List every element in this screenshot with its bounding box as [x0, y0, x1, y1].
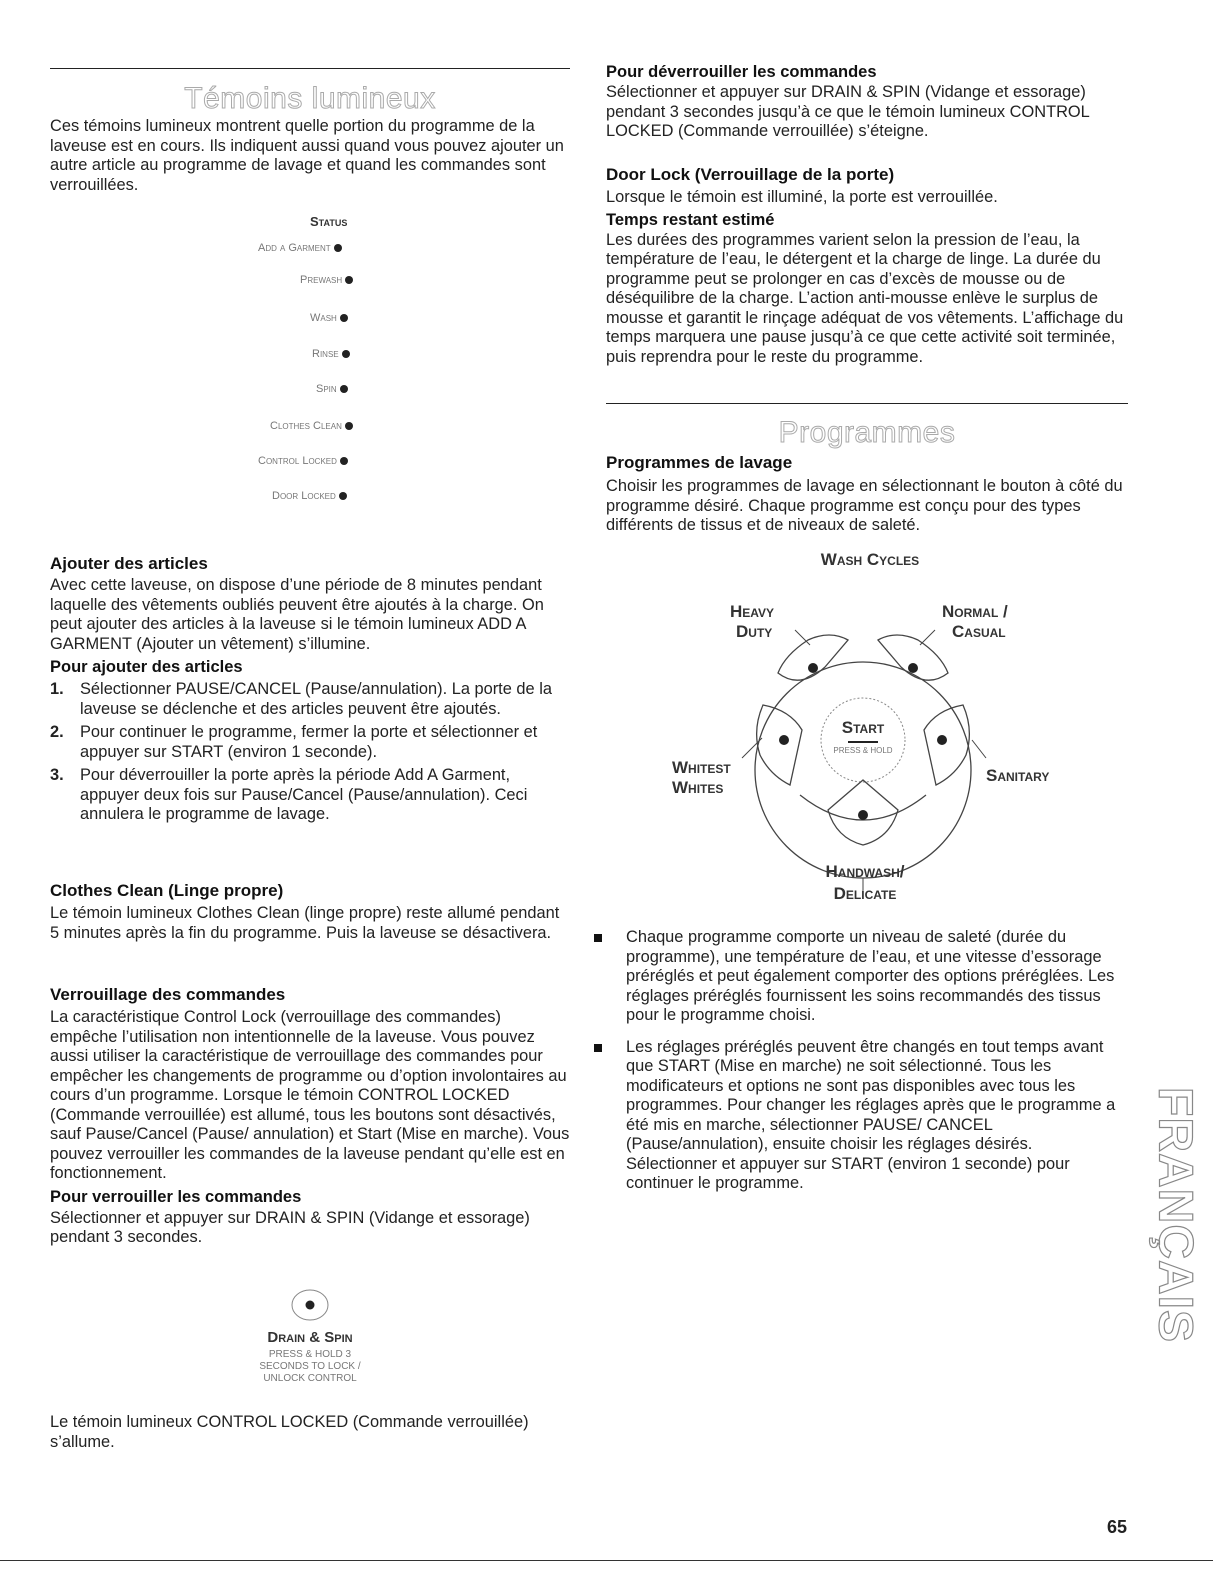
step-number: 2.	[50, 723, 64, 741]
status-label: Add a Garment	[258, 242, 331, 254]
indicator-light-icon	[340, 314, 348, 322]
bullet-text: Chaque programme comporte un niveau de saleté (durée du programme), une température de l’eau, et une vitesse d’essorage préréglés et peut également comporter des options préréglées. Les réglages préréglés fournissent les soins recommandés des tissus pour le programme choisi.	[626, 928, 1115, 1024]
programs-section-title: Programmes	[778, 416, 956, 449]
wash-cycle-dial-figure	[672, 550, 1100, 920]
status-label: Rinse	[312, 348, 339, 360]
sanitary-label: Sanitary	[986, 766, 1050, 785]
drain-spin-button-graphic	[240, 1285, 380, 1395]
square-bullet-icon	[594, 1044, 602, 1052]
indicators-intro: Ces témoins lumineux montrent quelle portion du programme de la laveuse est en cours. Ils indiquent aussi quand vous pouvez ajouter un autre article au programme de lavage et quand les commandes sont verrouillées.	[50, 117, 564, 194]
status-row-prewash	[300, 274, 353, 286]
status-row-rinse	[312, 348, 350, 360]
unlock-section	[606, 62, 1128, 142]
indicator-light-icon	[339, 492, 347, 500]
square-bullet-icon	[594, 934, 602, 942]
bullet-text: Les réglages préréglés peuvent être changés en tout temps avant que START (Mise en marche) ne soit sélectionné. Tous les modificateurs et options ne sont pas disponibles avec tous les programmes. Pour changer les réglages après que le programme a été mis en marche, sélectionner PAUSE/ CANCEL (Pause/annulation), ensuite choisir les réglages désirés. Sélectionner et appuyer sur START (environ 1 seconde) pour continuer le programme.	[626, 1037, 1116, 1192]
control-lock-text: La caractéristique Control Lock (verrouillage des commandes) empêche l’utilisation non intentionnelle de la laveuse. Vous pouvez aussi utiliser la caractéristique de verrouillage des commandes pour empêcher les changements de programme ou d’option involontaires au cours d’un programme. Lorsque le témoin CONTROL LOCKED (Commande verrouillée) est allumé, tous les boutons sont désactivés, sauf Pause/Cancel (Pause/ annulation) et Start (Mise en marche). Vous pouvez verrouiller les commandes de la laveuse pendant qu’elle est en fonctionnement.	[50, 1008, 570, 1182]
handwash-delicate-label-2: Delicate	[833, 884, 897, 903]
cycle-notes-list	[594, 928, 1128, 1206]
indicator-light-icon	[340, 457, 348, 465]
add-items-section	[50, 553, 570, 829]
clothes-clean-section	[50, 880, 570, 943]
status-row-control-locked	[258, 455, 348, 467]
wash-cycles-heading: Wash Cycles	[820, 550, 920, 569]
lock-heading: Pour verrouiller les commandes	[50, 1187, 302, 1206]
drain-spin-sub2: SECONDS TO LOCK /	[259, 1361, 361, 1372]
indicator-light-icon	[345, 276, 353, 284]
drain-spin-label: Drain & Spin	[267, 1329, 353, 1346]
wash-programs-text: Choisir les programmes de lavage en sélectionnant le bouton à côté du programme désiré. Chaque programme est conçu pour des types différents de tissus et de niveaux de saleté.	[606, 477, 1123, 534]
unlock-heading: Pour déverrouiller les commandes	[606, 63, 877, 81]
status-label: Spin	[316, 383, 337, 395]
normal-casual-label-2: Casual	[952, 622, 1006, 641]
unlock-text: Sélectionner et appuyer sur DRAIN & SPIN (Vidange et essorage) pendant 3 secondes jusqu’à ce que le témoin lumineux CONTROL LOCKED (Commande verrouillée) s’éteigne.	[606, 83, 1090, 140]
control-locked-text: Le témoin lumineux CONTROL LOCKED (Commande verrouillée) s’allume.	[50, 1413, 529, 1451]
lock-text: Sélectionner et appuyer sur DRAIN & SPIN (Vidange et essorage) pendant 3 secondes.	[50, 1208, 530, 1246]
door-lock-heading: Door Lock (Verrouillage de la porte)	[606, 165, 895, 184]
list-item	[50, 766, 570, 825]
indicators-section-title: Témoins lumineux	[184, 82, 436, 115]
status-row-clothes-clean	[270, 420, 353, 432]
whitest-whites-label-1: Whitest	[672, 758, 731, 777]
language-tab-label: FRANÇAIS	[1148, 1087, 1202, 1343]
status-row-wash	[310, 312, 348, 324]
status-row-spin	[316, 383, 348, 395]
top-rule-right	[606, 403, 1128, 404]
normal-casual-label-1: Normal /	[942, 602, 1008, 621]
start-button-label: Start	[841, 718, 885, 737]
drain-spin-sub3: UNLOCK CONTROL	[263, 1373, 357, 1384]
step-text: Pour continuer le programme, fermer la porte et sélectionner et appuyer sur START (environ 1 seconde).	[80, 723, 538, 761]
step-number: 3.	[50, 766, 64, 784]
time-remaining-text: Les durées des programmes varient selon la pression de l’eau, la température de l’eau, le détergent et la charge de linge. La durée du programme peut se prolonger en cas d’excès de mousse ou de déséquilibre de la charge. L’action anti-mousse enlève le surplus de mousse et garantit le rinçage adéquat de vos vêtements. L’affichage du temps marquera une pause jusqu’à ce que cette activité soit terminée, puis reprendra pour le reste du programme.	[606, 230, 1124, 366]
indicator-light-icon	[334, 244, 342, 252]
status-label: Wash	[310, 312, 337, 324]
control-lock-heading: Verrouillage des commandes	[50, 985, 286, 1004]
language-side-tab	[1150, 1080, 1200, 1350]
heavy-duty-label-2: Duty	[736, 622, 773, 641]
status-heading: Status	[310, 214, 348, 229]
status-label: Door Locked	[272, 490, 336, 502]
whitest-whites-label-2: Whites	[672, 778, 724, 797]
step-text: Pour déverrouiller la porte après la période Add A Garment, appuyer deux fois sur Pause/Cancel (Pause/annulation). Ceci annulera le programme de lavage.	[80, 766, 528, 823]
start-press-hold-label: PRESS & HOLD	[833, 746, 893, 755]
indicator-light-icon	[345, 422, 353, 430]
top-rule-left	[50, 68, 570, 69]
to-add-heading: Pour ajouter des articles	[50, 658, 243, 676]
add-items-text: Avec cette laveuse, on dispose d’une période de 8 minutes pendant laquelle des vêtements oubliés peuvent être ajoutés à la charge. On peut ajouter des articles à la laveuse si le témoin lumineux ADD A GARMENT (Ajouter un vêtement) s’illumine.	[50, 576, 544, 653]
status-label: Control Locked	[258, 455, 337, 467]
status-label: Prewash	[300, 274, 343, 286]
step-number: 1.	[50, 680, 64, 698]
clothes-clean-text: Le témoin lumineux Clothes Clean (linge propre) reste allumé pendant 5 minutes après la fin du programme. Puis la laveuse se désactivera.	[50, 904, 560, 942]
drain-spin-button-icon	[287, 1285, 333, 1325]
status-row-add-garment	[258, 242, 342, 254]
drain-spin-sub1: PRESS & HOLD 3	[268, 1349, 352, 1360]
time-remaining-heading: Temps restant estimé	[606, 210, 775, 229]
bottom-rule	[0, 1560, 1213, 1561]
door-lock-text: Lorsque le témoin est illuminé, la porte est verrouillée.	[606, 188, 998, 206]
list-item	[594, 1038, 1128, 1194]
wash-programs-heading: Programmes de lavage	[606, 453, 793, 472]
status-panel	[50, 210, 570, 510]
status-row-door-locked	[272, 490, 347, 502]
step-text: Sélectionner PAUSE/CANCEL (Pause/annulation). La porte de la laveuse se déclenche et des articles peuvent être ajoutés.	[80, 680, 552, 718]
add-steps-list	[50, 680, 570, 825]
control-lock-section	[50, 984, 570, 1248]
handwash-delicate-label-1: Handwash/	[825, 862, 905, 881]
wash-programs-section	[606, 452, 1128, 536]
door-lock-section	[606, 164, 1128, 367]
list-item	[50, 723, 570, 762]
page-number: 65	[1106, 1517, 1127, 1537]
list-item	[50, 680, 570, 719]
clothes-clean-heading: Clothes Clean (Linge propre)	[50, 881, 284, 900]
heavy-duty-label-1: Heavy	[730, 602, 775, 621]
status-label: Clothes Clean	[270, 420, 342, 432]
list-item	[594, 928, 1128, 1026]
add-items-heading: Ajouter des articles	[50, 554, 208, 573]
indicator-light-icon	[342, 350, 350, 358]
indicator-light-icon	[340, 385, 348, 393]
